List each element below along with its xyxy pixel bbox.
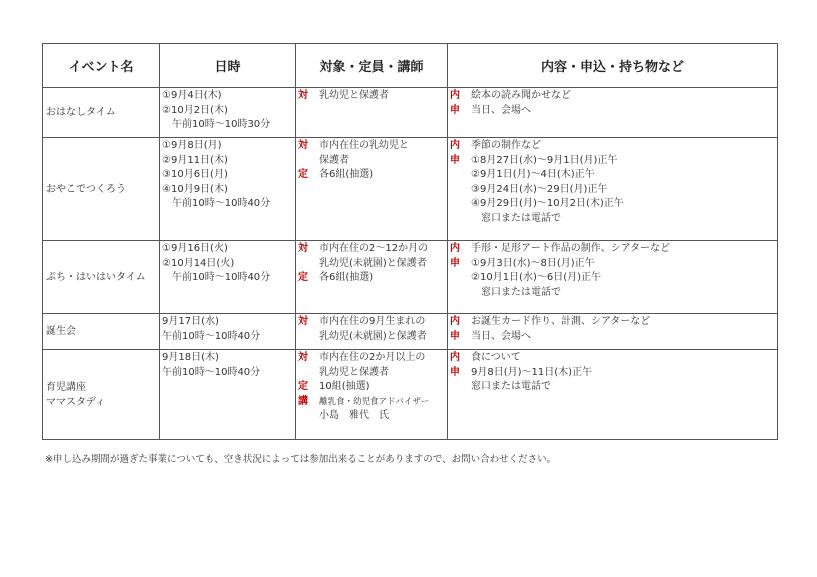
content-line	[448, 257, 777, 272]
line-text: 市内在住の9月生まれの	[319, 316, 426, 327]
line-text: 保護者	[319, 154, 349, 166]
table-row	[43, 241, 778, 314]
target-line	[296, 330, 447, 345]
line-text: 小島 雅代 氏	[319, 410, 389, 422]
category-tag: 内	[450, 90, 460, 101]
event-date-line: 午前10時～10時40分	[162, 366, 261, 378]
category-tag	[448, 168, 471, 183]
event-target-cell	[296, 88, 448, 138]
event-name-cell	[43, 138, 160, 241]
category-tag	[448, 380, 471, 395]
content-line	[448, 351, 777, 366]
line-text: 離乳食・幼児食アドバイザー	[319, 396, 430, 407]
header-date: 日時	[160, 44, 296, 88]
category-tag: 申	[450, 330, 460, 342]
content-line	[448, 168, 777, 183]
event-name: ぷち・はいはいタイム	[46, 271, 146, 283]
line-text: ②10月1日(水)～6日(月)正午	[471, 272, 602, 284]
line-text: 各6組(抽選)	[319, 169, 374, 181]
category-tag: 申	[450, 154, 460, 166]
line-text: 各6組(抽選)	[319, 272, 374, 284]
category-tag: 申	[450, 366, 460, 378]
event-date-line: 午前10時～10時40分	[162, 330, 261, 342]
category-tag: 内	[450, 352, 460, 363]
line-text: ①9月3日(水)～8日(月)正午	[471, 257, 595, 269]
category-tag	[296, 257, 319, 272]
header-row	[43, 44, 778, 88]
category-tag	[448, 286, 471, 301]
header-event-name: イベント名	[43, 44, 160, 88]
target-line	[296, 366, 447, 381]
event-date-cell	[160, 138, 296, 241]
footnote: ※申し込み期間が過ぎた事業についても、空き状況によっては参加出来ることがありますので、お問い合わせください。	[45, 454, 557, 465]
event-date-line: 午前10時～10時40分	[162, 198, 271, 210]
event-name: ママスタディ	[46, 396, 106, 408]
target-line	[296, 154, 447, 169]
target-line	[296, 89, 447, 104]
table-row	[43, 88, 778, 138]
event-date-cell	[160, 314, 296, 350]
line-text: 市内在住の乳幼児と	[319, 140, 409, 151]
category-tag	[448, 183, 471, 198]
event-target-cell	[296, 350, 448, 440]
line-text: ②9月1日(月)～4日(木)正午	[471, 169, 595, 181]
event-name-cell	[43, 314, 160, 350]
line-text: 乳幼児と保護者	[319, 366, 389, 378]
category-tag	[448, 271, 471, 286]
line-text: 絵本の読み聞かせなど	[471, 90, 571, 101]
line-text: 季節の制作など	[471, 140, 541, 151]
event-date-line: 9月17日(水)	[162, 316, 219, 327]
event-date-cell	[160, 241, 296, 314]
event-target-cell	[296, 138, 448, 241]
table-row	[43, 350, 778, 440]
event-name-cell	[43, 241, 160, 314]
event-name: おやこでつくろう	[46, 183, 126, 195]
content-line	[448, 330, 777, 345]
category-tag: 対	[298, 352, 308, 363]
event-date-line: 9月18日(木)	[162, 352, 219, 363]
line-text: ③9月24日(水)～29日(月)正午	[471, 183, 608, 195]
target-line	[296, 409, 447, 424]
event-date-line: ②10月2日(木)	[162, 104, 228, 116]
content-line	[448, 154, 777, 169]
event-name: おはなしタイム	[46, 107, 116, 118]
content-line	[448, 183, 777, 198]
category-tag	[448, 197, 471, 212]
content-line	[448, 242, 777, 257]
content-line	[448, 366, 777, 381]
events-table	[42, 43, 778, 440]
target-line	[296, 168, 447, 183]
line-text: 手形・足形アート作品の制作、シアターなど	[471, 243, 670, 254]
event-name-cell	[43, 350, 160, 440]
event-target-cell	[296, 314, 448, 350]
content-line	[448, 104, 777, 119]
event-date-line: ①9月4日(木)	[162, 90, 222, 101]
line-text: 市内在住の2か月以上の	[319, 352, 426, 363]
content-line	[448, 139, 777, 154]
line-text: 当日、会場へ	[471, 104, 531, 116]
event-content-cell	[448, 350, 778, 440]
event-target-cell	[296, 241, 448, 314]
category-tag: 講	[298, 395, 308, 407]
line-text: お誕生カード作り、計測、シアターなど	[471, 316, 651, 327]
line-text: 市内在住の2～12か月の	[319, 243, 429, 254]
event-content-cell	[448, 138, 778, 241]
category-tag	[296, 366, 319, 381]
line-text: 乳幼児と保護者	[319, 90, 389, 101]
target-line	[296, 395, 447, 410]
category-tag: 対	[298, 316, 308, 327]
category-tag: 申	[450, 257, 460, 269]
category-tag: 定	[298, 169, 308, 181]
line-text: 9月8日(月)～11日(木)正午	[471, 366, 593, 378]
event-name: 育児講座	[46, 381, 86, 393]
target-line	[296, 242, 447, 257]
event-date-line: ①9月8日(月)	[162, 140, 222, 151]
category-tag	[296, 330, 319, 345]
category-tag: 定	[298, 381, 308, 393]
target-line	[296, 351, 447, 366]
header-content: 内容・申込・持ち物など	[448, 44, 778, 88]
category-tag: 内	[450, 316, 460, 327]
category-tag: 内	[450, 140, 460, 151]
content-line	[448, 271, 777, 286]
line-text: 乳幼児(未就園)と保護者	[319, 257, 427, 269]
line-text: 窓口または電話で	[471, 381, 551, 393]
target-line	[296, 271, 447, 286]
table-row	[43, 138, 778, 241]
line-text: 窓口または電話で	[471, 212, 561, 224]
event-content-cell	[448, 241, 778, 314]
line-text: 窓口または電話で	[471, 286, 561, 298]
event-name: 誕生会	[46, 326, 76, 337]
line-text: 当日、会場へ	[471, 330, 531, 342]
content-line	[448, 89, 777, 104]
line-text: ①8月27日(水)～9月1日(月)正午	[471, 154, 618, 166]
category-tag: 申	[450, 104, 460, 116]
content-line	[448, 212, 777, 227]
target-line	[296, 315, 447, 330]
target-line	[296, 380, 447, 395]
event-content-cell	[448, 314, 778, 350]
content-line	[448, 315, 777, 330]
line-text: 10組(抽選)	[319, 381, 370, 393]
event-date-line: ②9月11日(木)	[162, 154, 228, 166]
event-date-line: ④10月9日(木)	[162, 183, 228, 195]
category-tag: 内	[450, 243, 460, 254]
event-date-line: 午前10時～10時30分	[162, 119, 271, 131]
content-line	[448, 286, 777, 301]
category-tag	[296, 409, 319, 424]
category-tag	[448, 212, 471, 227]
event-date-line: 午前10時～10時40分	[162, 272, 271, 284]
target-line	[296, 139, 447, 154]
event-date-line: ②10月14日(火)	[162, 257, 235, 269]
event-date-line: ③10月6日(月)	[162, 169, 228, 181]
category-tag	[296, 154, 319, 169]
content-line	[448, 380, 777, 395]
table-row	[43, 314, 778, 350]
event-name-cell	[43, 88, 160, 138]
category-tag: 対	[298, 90, 308, 101]
target-line	[296, 257, 447, 272]
category-tag: 対	[298, 140, 308, 151]
event-content-cell	[448, 88, 778, 138]
event-date-line: ①9月16日(火)	[162, 243, 228, 254]
line-text: 乳幼児(未就園)と保護者	[319, 330, 427, 342]
content-line	[448, 197, 777, 212]
category-tag: 定	[298, 272, 308, 284]
header-target: 対象・定員・講師	[296, 44, 448, 88]
line-text: ④9月29日(月)～10月2日(木)正午	[471, 198, 624, 210]
line-text: 食について	[471, 352, 521, 363]
event-date-cell	[160, 350, 296, 440]
event-date-cell	[160, 88, 296, 138]
category-tag: 対	[298, 243, 308, 254]
